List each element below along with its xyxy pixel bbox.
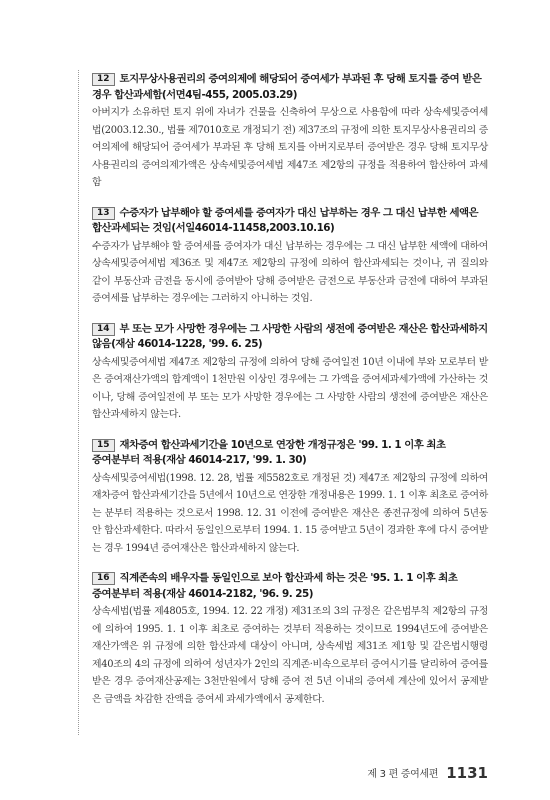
case-body: 수증자가 납부해야 할 증여세를 증여자가 대신 납부하는 경우에는 그 대신 납부한 세액에 대하여 상속세및증여세법 제36조 및 제47조 제2항의 규정에 의하여 합산과세되는 것이나, 귀 질의와 같이 부동산과 금전을 동시에 증여받아 당해 증여받은 금전으로 부동산과 금전에 대하여 부과된 증여세를 납부하는 경우에는 그러하지 아니하는 것임. [92,240,488,304]
page-footer [340,762,488,782]
case-heading [92,322,488,353]
footer-section-label: 제 3 편 증여세편 [367,769,439,780]
margin-dotted-line [78,70,79,735]
case-body: 상속세및증여세법 제47조 제2항의 규정에 의하여 당해 증여일전 10년 이내에 부와 모로부터 받은 증여재산가액의 합계액이 1천만원 이상인 경우에는 그 가액을 증여세과세가액에 가산하는 것이나, 당해 증여일전에 부 또는 모가 사망한 경우에는 그 사망한 사람의 생전에 증여받은 재산은 합산과세하지 않는다. [92,356,488,420]
case-title: 토지무상사용권리의 증여의제에 해당되어 증여세가 부과된 후 당해 토지를 증여 받은 경우 합산과세함(서면4팀-455, 2005.03.29) [92,73,482,101]
case-number-box: 13 [92,207,115,220]
case-title: 직계존속의 배우자를 동일인으로 보아 합산과세 하는 것은 '95. 1. 1 이후 최초 증여분부터 적용(재삼 46014-2182, '96. 9. 25) [92,572,458,600]
case-body: 상속세법(법률 제4805호, 1994. 12. 22 개정) 제31조의 3의 규정은 같은법부칙 제2항의 규정에 의하여 1995. 1. 1 이후 최초로 증여하는 것부터 적용하는 것이므로 1994년도에 증여받은 재산가액은 위 규정에 의한 합산과세 대상이 아니며, 상속세법 제31조 제1항 및 같은법시행령 제40조의 4의 규정에 의하여 성년자가 2인의 직계존·비속으로부터 증여시기를 달리하여 증여를 받은 경우 증여재산공제는 3천만원에서 당해 증여 전 5년 이내의 증여세 계산에 있어서 공제받은 금액을 차감한 잔액을 증여세 과세가액에서 공제한다. [92,606,488,705]
page-content [92,72,488,722]
case-section-12 [92,72,488,192]
case-number-box: 14 [92,323,115,336]
page-number: 1131 [446,764,488,782]
case-title: 재차증여 합산과세기간을 10년으로 연장한 개정규정은 '99. 1. 1 이후 최초 증여분부터 적용(재삼 46014-217, '99. 1. 30) [92,438,446,466]
case-heading [92,72,488,103]
case-title: 수증자가 납부해야 할 증여세를 증여자가 대신 납부하는 경우 그 대신 납부한 세액은 합산과세되는 것임(서일46014-11458,2003.10.16) [92,206,479,234]
case-section-14 [92,322,488,424]
case-section-13 [92,206,488,308]
case-number-box: 16 [92,572,115,585]
case-section-15 [92,438,488,558]
case-heading [92,571,488,602]
case-title: 부 또는 모가 사망한 경우에는 그 사망한 사람의 생전에 증여받은 재산은 합산과세하지 않음(재삼 46014-1228, '99. 6. 25) [92,322,488,350]
case-heading [92,206,488,237]
case-body: 상속세및증여세법(1998. 12. 28, 법률 제5582호로 개정된 것) 제47조 제2항의 규정에 의하여 재차증여 합산과세기간을 5년에서 10년으로 연장한 개정내용은 1999. 1. 1 이후 최초로 증여하는 분부터 적용하는 것으로서 1998. 12. 31 이전에 증여받은 재산은 종전규정에 의하여 5년동안 합산과세한다. 따라서 동일인으로부터 1994. 1. 15 증여받고 5년이 경과한 후에 다시 증여받는 경우 1994년 증여재산은 합산과세하지 않는다. [92,472,488,554]
case-heading [92,438,488,469]
case-number-box: 12 [92,73,115,86]
case-section-16 [92,571,488,708]
case-body: 아버지가 소유하던 토지 위에 자녀가 건물을 신축하여 무상으로 사용함에 따라 상속세및증여세법(2003.12.30., 법률 제7010호로 개정되기 전) 제37조의 규정에 의한 토지무상사용권리의 증여의제에 해당되어 증여세가 부과된 후 당해 토지를 아버지로부터 증여받은 경우 당해 토지무상사용권리의 증여의제가액은 상속세및증여세법 제47조 제2항의 규정을 적용하여 합산하여 과세함 [92,107,488,188]
case-number-box: 15 [92,439,115,452]
